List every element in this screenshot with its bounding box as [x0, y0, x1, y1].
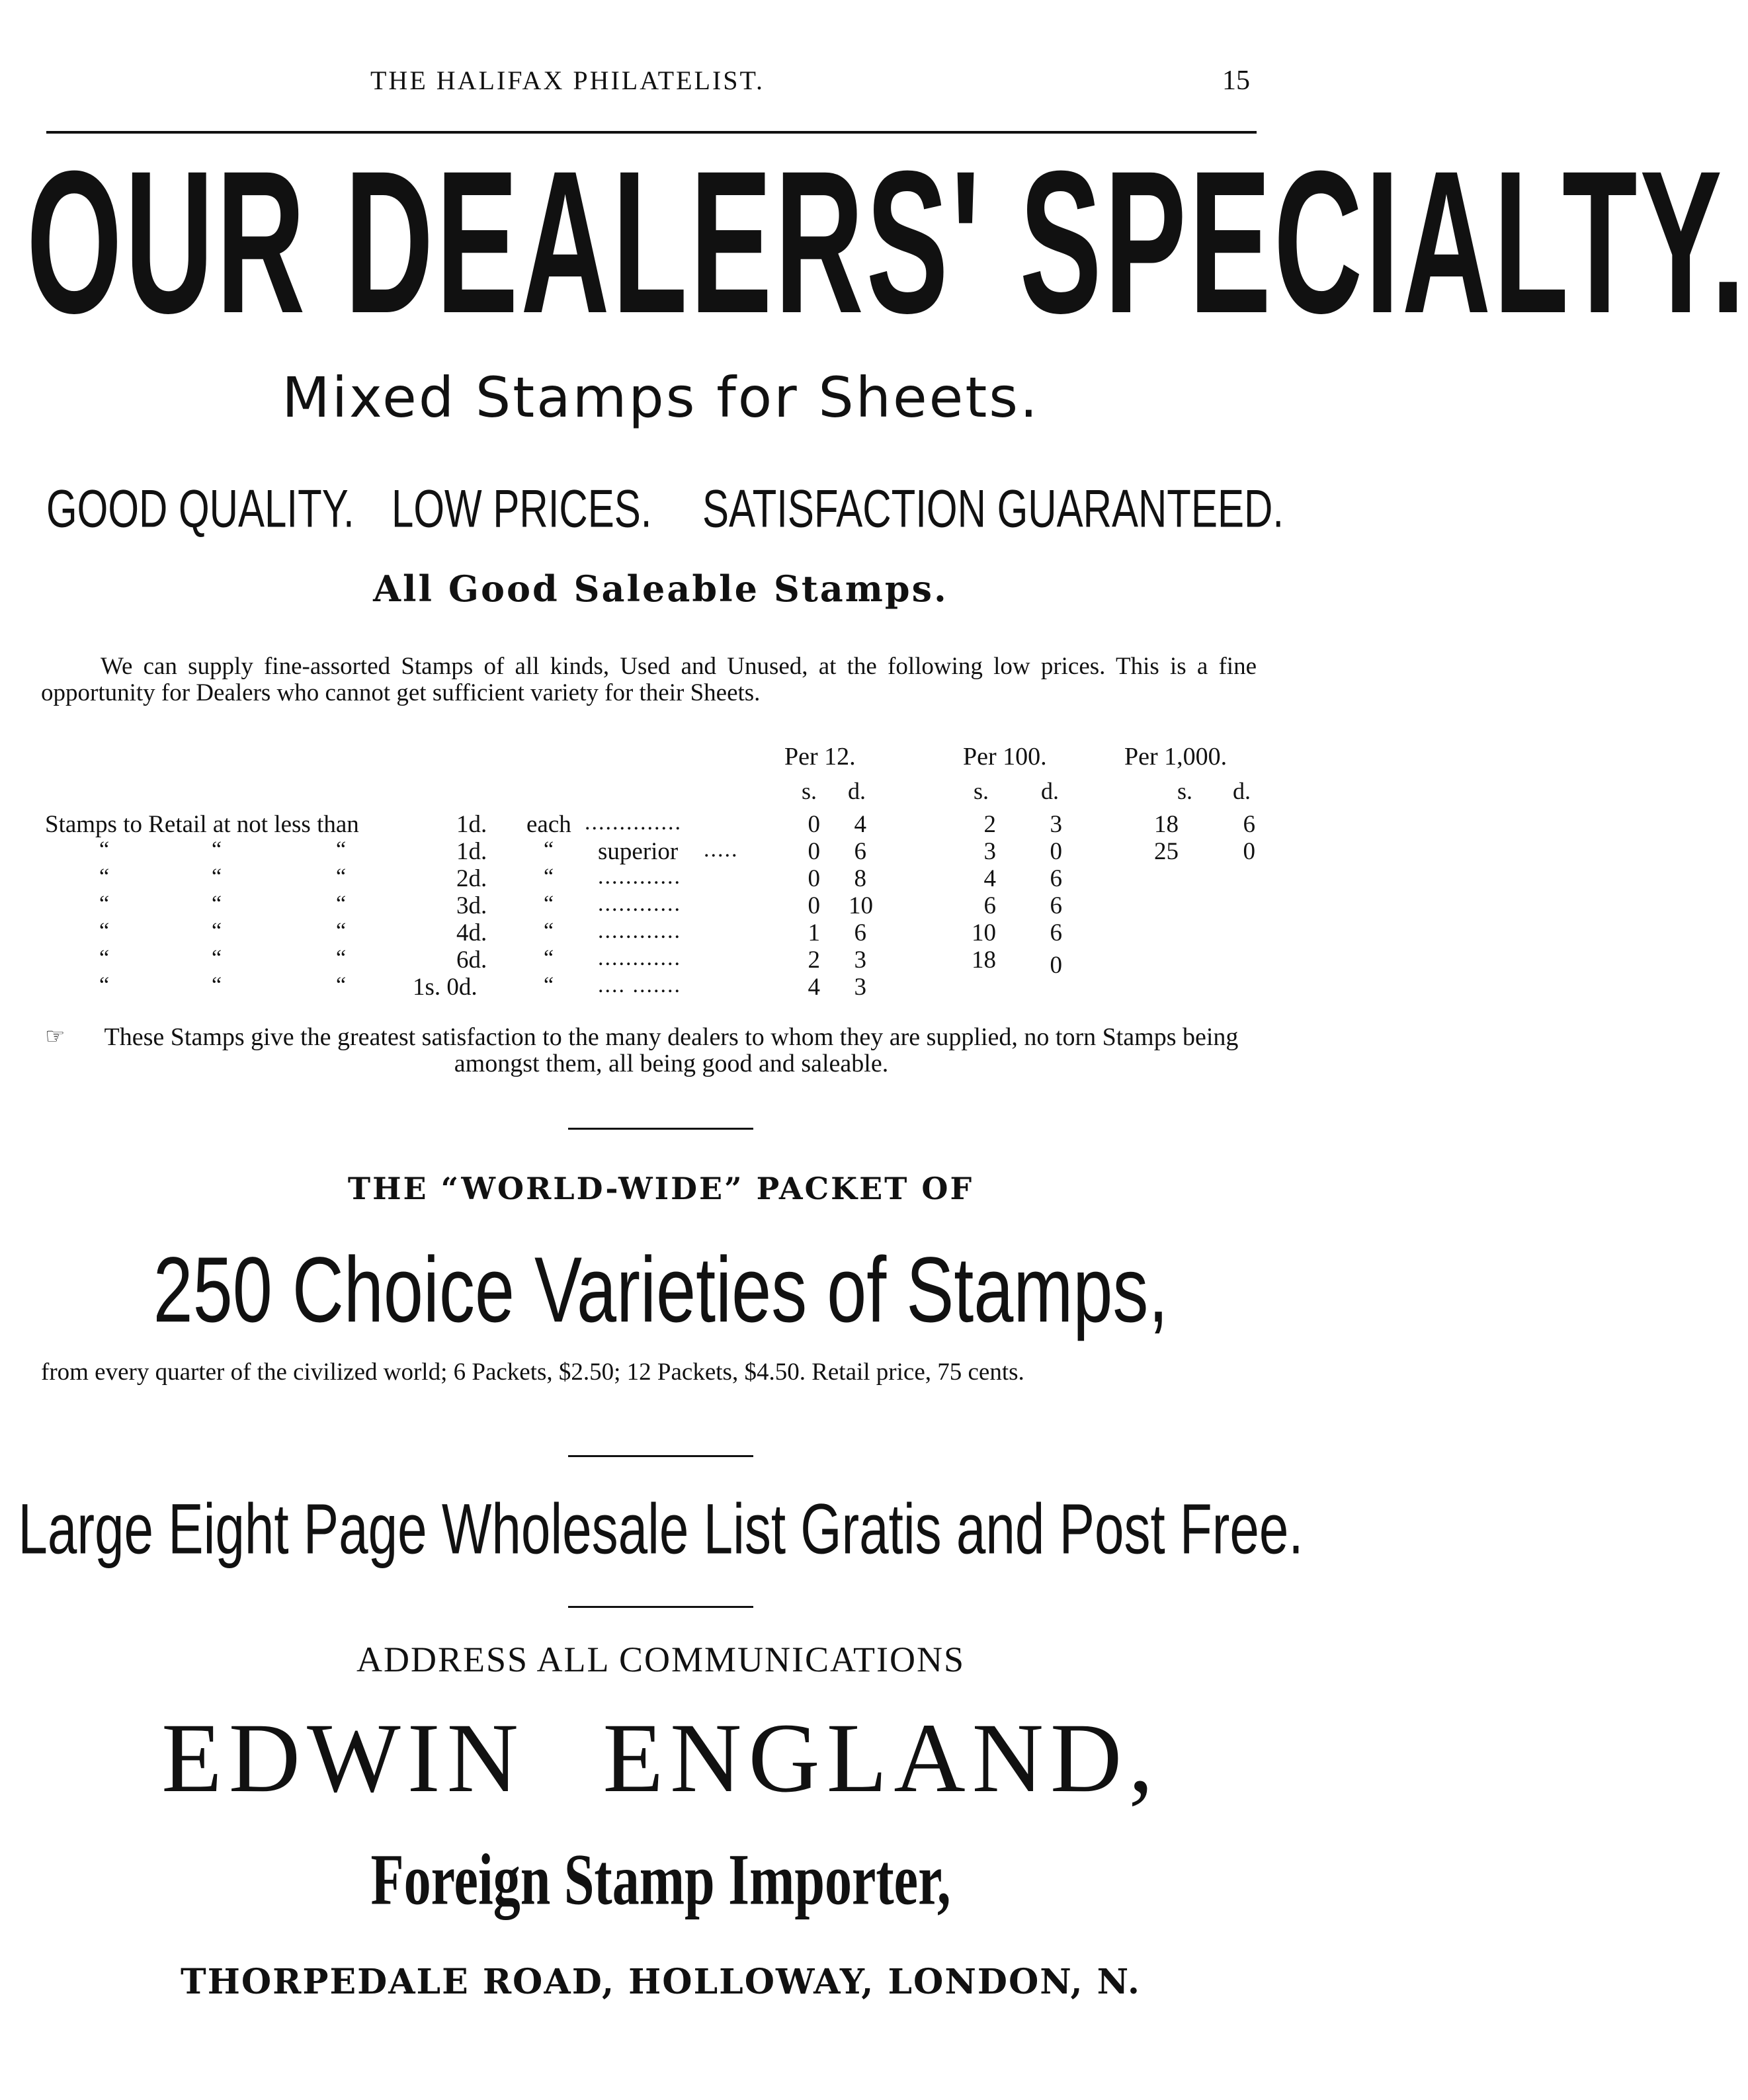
ditto-mark: “	[99, 837, 110, 862]
ditto-mark: “	[99, 946, 110, 970]
table-row	[0, 946, 1321, 979]
table-row	[0, 919, 1321, 945]
leader-dots: ..............	[585, 810, 682, 835]
per1000-s: 25	[1154, 838, 1179, 865]
row-price: 1d.	[456, 838, 487, 865]
ditto-mark: “	[336, 837, 347, 862]
dealer-address: THORPEDALE ROAD, HOLLOWAY, LONDON, N.	[181, 1962, 1141, 2002]
ditto-mark: “	[212, 837, 222, 862]
packet-intro: THE “WORLD-WIDE” PACKET OF	[347, 1171, 974, 1206]
row-price: 3d.	[456, 892, 487, 919]
ad-subheadline: Mixed Stamps for Sheets.	[282, 365, 1040, 430]
row-price: 1s. 0d.	[413, 974, 478, 1001]
page-number: 15	[1222, 65, 1250, 96]
col-head-per-100: Per 100.	[963, 743, 1047, 771]
per100-d: 0	[1050, 838, 1062, 865]
leader-dots: .... .......	[598, 973, 681, 997]
ditto-mark: “	[99, 892, 110, 916]
unit-s: s.	[802, 778, 817, 804]
wholesale-list-line: Large Eight Page Wholesale List Gratis and Post Free.	[18, 1489, 1304, 1569]
ditto-mark: “	[212, 864, 222, 889]
ditto-mark: “	[99, 919, 110, 943]
ditto-mark: “	[336, 919, 347, 943]
ditto-mark: “	[212, 919, 222, 943]
intro-paragraph: We can supply fine-assorted Stamps of all kinds, Used and Unused, at the following low prices. This is a fine opportunity for Dealers who cannot get sufficient variety for their Sheets.	[41, 653, 1257, 706]
slogan-quality: GOOD QUALITY.	[46, 478, 354, 538]
ad-headline: OUR DEALERS' SPECIALTY.	[26, 130, 1748, 356]
ditto-mark: “	[336, 864, 347, 889]
unit-d: d.	[1233, 778, 1251, 804]
unit-d: d.	[1041, 778, 1059, 804]
per100-s: 3	[983, 838, 996, 865]
per12-d: 4	[854, 811, 866, 838]
per12-d: 3	[854, 974, 866, 1001]
per12-d: 8	[854, 865, 866, 892]
per12-d: 6	[854, 919, 866, 946]
price-table	[0, 0, 1748, 1019]
packet-detail: from every quarter of the civilized world; 6 Packets, $2.50; 12 Packets, $4.50. Retail price, 75 cents.	[41, 1359, 1024, 1386]
footnote-text: These Stamps give the greatest satisfaction to the many dealers to whom they are supplied, no torn Stamps being amongst them, all being good and saleable.	[104, 1023, 1239, 1077]
unit-s: s.	[1177, 778, 1193, 804]
table-row	[0, 837, 1321, 864]
per1000-d: 6	[1243, 811, 1255, 838]
per12-s: 1	[808, 919, 820, 946]
ditto-mark: “	[544, 973, 554, 997]
per100-s: 6	[983, 892, 996, 919]
per100-d: 3	[1050, 811, 1062, 838]
ditto-mark: “	[336, 946, 347, 970]
per12-d: 3	[854, 946, 866, 974]
unit-d: d.	[848, 778, 866, 804]
ditto-mark: “	[212, 973, 222, 997]
ditto-mark: “	[544, 864, 554, 889]
row-price: 6d.	[456, 946, 487, 974]
ditto-mark: “	[544, 837, 554, 862]
packet-title: 250 Choice Varieties of Stamps,	[153, 1237, 1169, 1341]
address-lead: ADDRESS ALL COMMUNICATIONS	[356, 1640, 966, 1679]
table-row	[0, 810, 1321, 837]
table-row	[0, 892, 1321, 918]
ditto-mark: “	[212, 946, 222, 970]
per12-s: 0	[808, 865, 820, 892]
per100-d: 6	[1050, 919, 1062, 946]
leader-dots: ............	[598, 919, 681, 943]
running-title: THE HALIFAX PHILATELIST.	[370, 65, 765, 95]
row-price: 4d.	[456, 919, 487, 946]
leader-dots: ............	[598, 946, 681, 970]
dealer-name: EDWIN ENGLAND,	[161, 1703, 1160, 1813]
leader-dots: .....	[704, 837, 739, 862]
row-price: 1d.	[456, 811, 487, 838]
ditto-mark: “	[544, 919, 554, 943]
per100-d: 0	[1050, 952, 1062, 979]
ditto-mark: “	[212, 892, 222, 916]
per100-s: 18	[972, 946, 996, 974]
ditto-mark: “	[544, 946, 554, 970]
per12-d: 6	[854, 838, 866, 865]
row-lead-text: Stamps to Retail at not less than	[45, 811, 359, 838]
ditto-mark: “	[99, 864, 110, 889]
row-mark: each	[526, 811, 571, 838]
per12-s: 0	[808, 811, 820, 838]
ditto-mark: “	[336, 892, 347, 916]
saleable-tagline: All Good Saleable Stamps.	[373, 567, 948, 610]
per100-s: 4	[983, 865, 996, 892]
table-row	[0, 864, 1321, 891]
section-rule	[568, 1128, 753, 1130]
section-rule	[568, 1606, 753, 1608]
per100-d: 6	[1050, 865, 1062, 892]
per12-s: 0	[808, 892, 820, 919]
pointing-hand-icon: ☞	[45, 1025, 65, 1049]
dealer-trade: Foreign Stamp Importer,	[370, 1838, 951, 1920]
row-price: 2d.	[456, 865, 487, 892]
ditto-mark: “	[336, 973, 347, 997]
slogan-prices: LOW PRICES.	[392, 478, 652, 538]
unit-s: s.	[974, 778, 989, 804]
per12-s: 2	[808, 946, 820, 974]
section-rule	[568, 1455, 753, 1457]
leader-dots: ............	[598, 864, 681, 889]
table-footnote	[45, 1023, 1257, 1077]
ditto-mark: “	[544, 892, 554, 916]
per12-s: 4	[808, 974, 820, 1001]
per12-d: 10	[849, 892, 873, 919]
per12-s: 0	[808, 838, 820, 865]
per1000-s: 18	[1154, 811, 1179, 838]
row-note: superior	[598, 838, 679, 865]
per100-s: 10	[972, 919, 996, 946]
slogan-satisfaction: SATISFACTION GUARANTEED.	[702, 478, 1284, 538]
col-head-per-12: Per 12.	[784, 743, 856, 771]
per100-s: 2	[983, 811, 996, 838]
leader-dots: ............	[598, 892, 681, 916]
table-row	[0, 973, 1321, 999]
ditto-mark: “	[99, 973, 110, 997]
col-head-per-1000: Per 1,000.	[1124, 743, 1228, 771]
per100-d: 6	[1050, 892, 1062, 919]
per1000-d: 0	[1243, 838, 1255, 865]
